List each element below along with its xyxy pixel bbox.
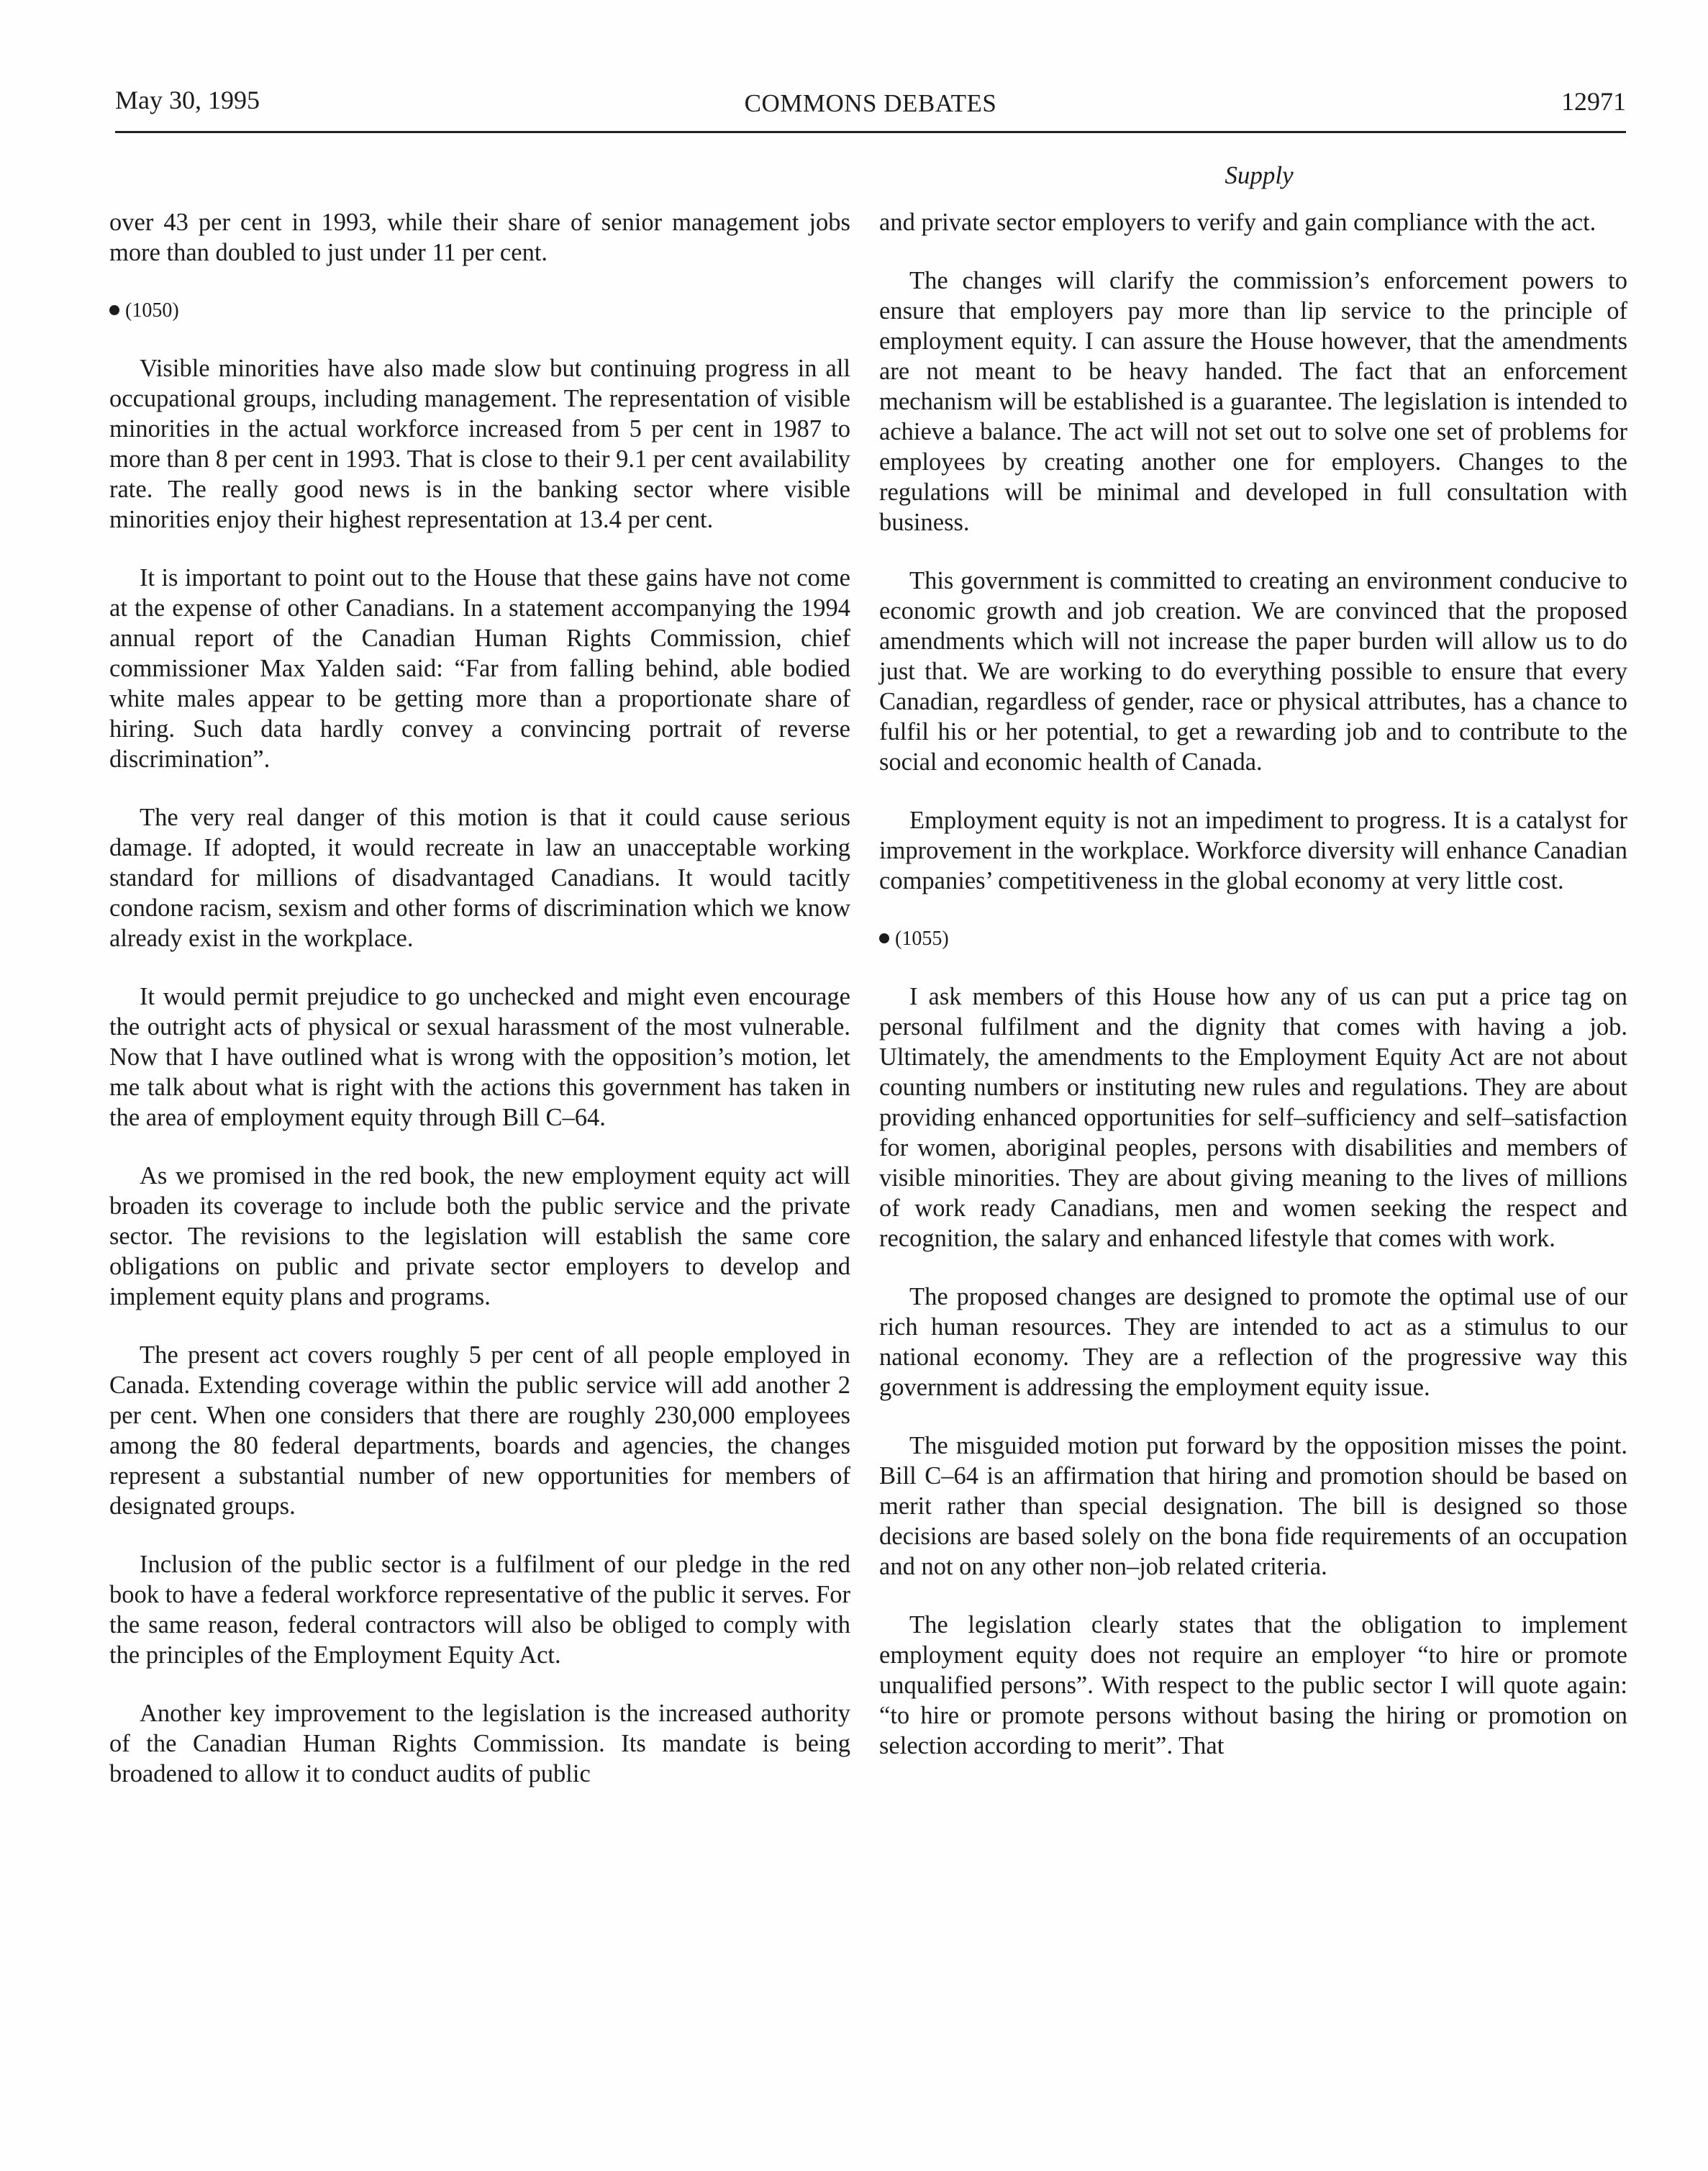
paragraph: and private sector employers to verify and gain compliance with the act. bbox=[879, 209, 1596, 236]
paragraph: This government is committed to creating an environment conducive to economic growth and job creation. We are convinced that the proposed amendments which will not increase the paper burden will allow us to do just that. We are working to do everything possible to ensure that every Canadian, regardless of gender, race or physical attributes, has a chance to fulfil his or her potential, to get a rewarding job and to contribute to the social and economic health of Canada. bbox=[879, 567, 1627, 776]
paragraph: Another key improvement to the legislation is the increased authority of the Canadian Human Rights Commission. Its mandate is being broadened to allow it to conduct audits of public bbox=[109, 1700, 850, 1787]
running-header bbox=[115, 78, 1626, 128]
bullet-icon bbox=[879, 933, 889, 943]
time-marker bbox=[109, 296, 850, 326]
right-column bbox=[879, 207, 1627, 1789]
left-column bbox=[109, 207, 850, 1817]
time-marker bbox=[879, 924, 1627, 954]
paragraph: Visible minorities have also made slow but continuing progress in all occupational groups, including management. The representation of visible minorities in the actual workforce increased from 5 per cent in 1987 to more than 8 per cent in 1993. That is close to their 9.1 per cent availability rate. The really good news is in the banking sector where visible minorities enjoy their highest representation at 13.4 per cent. bbox=[109, 355, 850, 533]
paragraph: I ask members of this House how any of us can put a price tag on personal fulfilment and the dignity that comes with having a job. Ultimately, the amendments to the Employment Equity Act are not about counting numbers or instituting new rules and regulations. They are about providing enhanced opportunities for self–sufficiency and self–satisfaction for women, aboriginal peoples, persons with disabilities and members of visible minorities. They are about giving meaning to the lives of millions of work ready Canadians, men and women seeking the respect and recognition, the salary and enhanced lifestyle that comes with work. bbox=[879, 983, 1627, 1252]
paragraph: over 43 per cent in 1993, while their share of senior management jobs more than doubled to just under 11 per cent. bbox=[109, 209, 850, 266]
paragraph: It would permit prejudice to go unchecked and might even encourage the outright acts of physical or sexual harassment of the most vulnerable. Now that I have outlined what is wrong with the opposition’s motion, let me talk about what is right with the actions this government has taken in the area of employment equity through Bill C–64. bbox=[109, 983, 850, 1131]
time-marker-label: (1050) bbox=[125, 299, 179, 322]
paragraph: The legislation clearly states that the obligation to implement employment equity does not require an employer “to hire or promote unqualified persons”. With respect to the public sector I will quote again: “to hire or promote persons without basing the hiring or promotion on selection according to merit”. That bbox=[879, 1611, 1627, 1759]
header-rule bbox=[115, 131, 1626, 133]
section-label: Supply bbox=[1225, 161, 1294, 189]
paragraph: The misguided motion put forward by the opposition misses the point. Bill C–64 is an affirmation that hiring and promotion should be based on merit rather than special designation. The bill is designed so those decisions are based solely on the bona fide requirements of an occupation and not on any other non–job related criteria. bbox=[879, 1432, 1627, 1580]
bullet-icon bbox=[109, 305, 119, 315]
paragraph: Inclusion of the public sector is a fulfilment of our pledge in the red book to have a federal workforce representative of the public it serves. For the same reason, federal contractors will also be obliged to comply with the principles of the Employment Equity Act. bbox=[109, 1551, 850, 1669]
paragraph: The very real danger of this motion is that it could cause serious damage. If adopted, it would recreate in law an unacceptable working standard for millions of disadvantaged Canadians. It would tacitly condone racism, sexism and other forms of discrimination which we know already exist in the workplace. bbox=[109, 804, 850, 952]
header-date: May 30, 1995 bbox=[115, 86, 260, 114]
paragraph: As we promised in the red book, the new employment equity act will broaden its coverage to include both the public service and the private sector. The revisions to the legislation will establish the same core obligations on public and private sector employers to develop and implement equity plans and programs. bbox=[109, 1162, 850, 1310]
paragraph: It is important to point out to the House that these gains have not come at the expense of other Canadians. In a statement accompanying the 1994 annual report of the Canadian Human Rights Commission, chief commissioner Max Yalden said: “Far from falling behind, able bodied white males appear to be getting more than a proportionate share of hiring. Such data hardly convey a convincing portrait of reverse discrimination”. bbox=[109, 564, 850, 773]
paragraph: The changes will clarify the commission’s enforcement powers to ensure that employers pay more than lip service to the principle of employment equity. I can assure the House however, that the amendments are not meant to be heavy handed. The fact that an enforcement mechanism will be established is a guarantee. The legislation is intended to achieve a balance. The act will not set out to solve one set of problems for employees by creating another one for employers. Changes to the regulations will be minimal and developed in full consultation with business. bbox=[879, 267, 1627, 536]
paragraph: The proposed changes are designed to promote the optimal use of our rich human resources. They are intended to act as a stimulus to our national economy. They are a reflection of the progressive way this government is addressing the employment equity issue. bbox=[879, 1283, 1627, 1401]
header-publication-title: COMMONS DEBATES bbox=[744, 89, 997, 117]
time-marker-label: (1055) bbox=[895, 928, 949, 950]
paragraph: The present act covers roughly 5 per cent of all people employed in Canada. Extending coverage within the public service will add another 2 per cent. When one considers that there are roughly 230,000 employees among the 80 federal departments, boards and agencies, the changes represent a substantial number of new opportunities for members of designated groups. bbox=[109, 1341, 850, 1520]
paragraph: Employment equity is not an impediment to progress. It is a catalyst for improvement in the workplace. Workforce diversity will enhance Canadian companies’ competitiveness in the global economy at very little cost. bbox=[879, 807, 1627, 894]
header-page-number: 12971 bbox=[1561, 87, 1626, 116]
